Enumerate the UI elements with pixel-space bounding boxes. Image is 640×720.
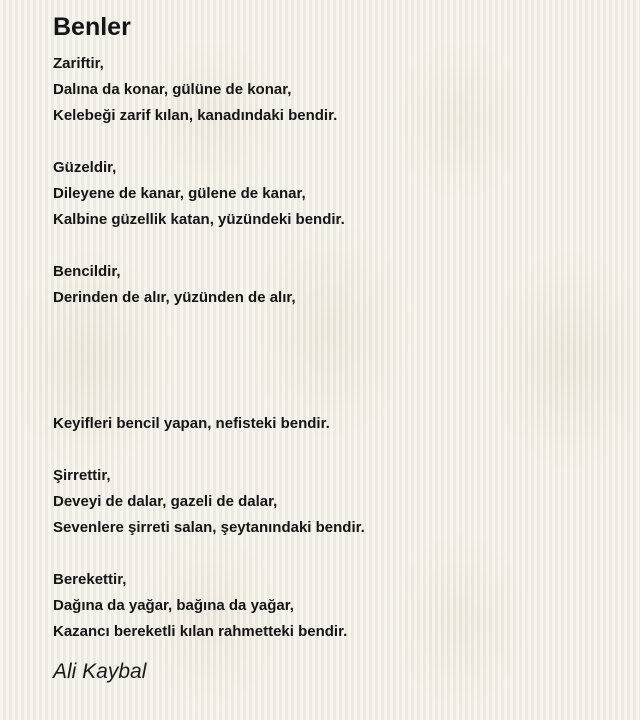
poem-line: Zariftir,	[53, 55, 104, 72]
poem-line: Kalbine güzellik katan, yüzündeki bendir.	[53, 211, 345, 228]
poem-line: Dileyene de kanar, gülene de kanar,	[53, 185, 306, 202]
poem-line: Kelebeği zarif kılan, kanadındaki bendir.	[53, 107, 338, 124]
poem-line: Keyifleri bencil yapan, nefisteki bendir.	[53, 415, 330, 432]
poem-line: Sevenlere şirreti salan, şeytanındaki bendir.	[53, 519, 365, 536]
poem-line: Bencildir,	[53, 263, 121, 280]
poem-line: Berekettir,	[53, 571, 127, 588]
poem-line: Şirrettir,	[53, 467, 111, 484]
poem-line: Dalına da konar, gülüne de konar,	[53, 81, 292, 98]
poem-line: Deveyi de dalar, gazeli de dalar,	[53, 493, 278, 510]
poem-line: Kazancı bereketli kılan rahmetteki bendir.	[53, 623, 348, 640]
poem-line: Derinden de alır, yüzünden de alır,	[53, 289, 296, 306]
poem-line: Güzeldir,	[53, 159, 117, 176]
poem-line: Dağına da yağar, bağına da yağar,	[53, 597, 294, 614]
poem-title: Benler	[53, 13, 131, 41]
poem-author: Ali Kaybal	[53, 660, 147, 683]
